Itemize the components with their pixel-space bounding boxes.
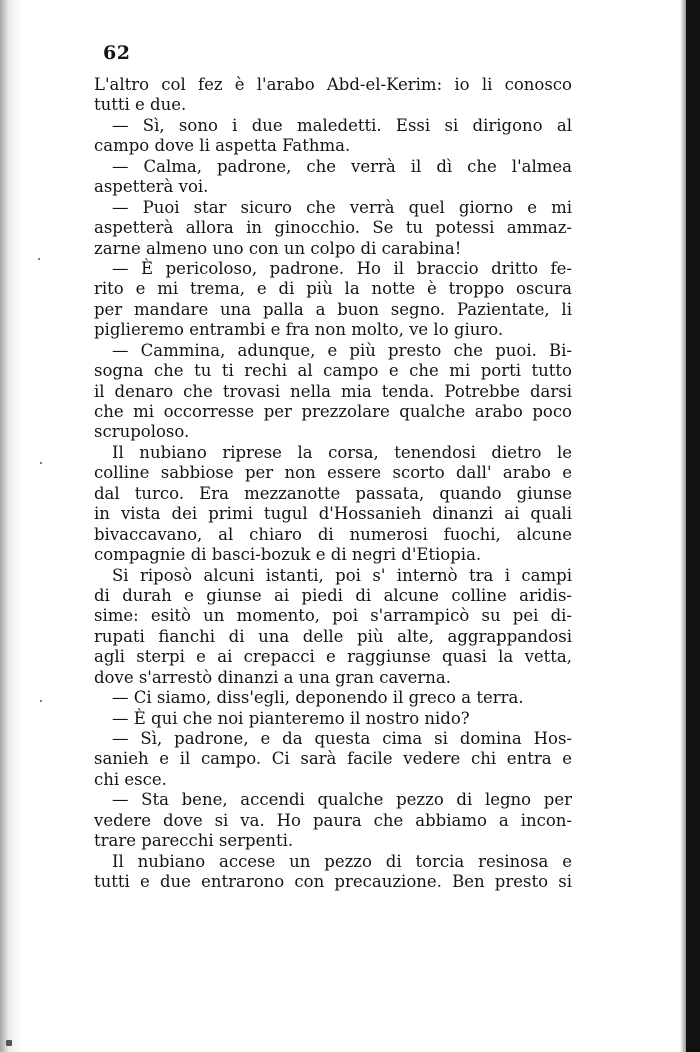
print-speck: [40, 700, 42, 702]
text-line: tutti e due entrarono con precauzione. Ben presto si: [94, 872, 572, 892]
text-line: — È qui che noi pianteremo il nostro nido?: [112, 708, 470, 728]
text-line: — Sta bene, accendi qualche pezzo di legno per: [112, 790, 572, 810]
text-line: — Sì, padrone, e da questa cima si domina Hos-: [112, 729, 572, 748]
text-line: agli sterpi e ai crepacci e raggiunse quasi la vetta,: [94, 647, 572, 667]
page-number: 62: [103, 42, 131, 64]
text-line: per mandare una palla a buon segno. Pazientate, li: [94, 299, 572, 319]
text-line: Il nubiano riprese la corsa, tenendosi dietro le: [112, 442, 572, 462]
text-line: sanieh e il campo. Ci sarà facile vedere chi entra e: [94, 749, 572, 769]
print-speck: [6, 1040, 12, 1046]
page-shadow-left: [0, 0, 22, 1052]
text-line: aspetterà voi.: [94, 177, 209, 197]
text-line: — È pericoloso, padrone. Ho il braccio dritto fe-: [112, 258, 572, 278]
print-speck: [40, 462, 42, 464]
text-line: — Puoi star sicuro che verrà quel giorno e mi: [112, 197, 572, 217]
text-line: scrupoloso.: [94, 422, 190, 442]
body-text: [94, 75, 572, 893]
text-line: — Calma, padrone, che verrà il dì che l'almea: [112, 156, 572, 176]
text-line: compagnie di basci-bozuk e di negri d'Etiopia.: [94, 545, 482, 565]
text-line: campo dove li aspetta Fathma.: [94, 136, 351, 156]
text-line: sime: esitò un momento, poi s'arrampicò su pei di-: [94, 606, 572, 626]
text-line: dal turco. Era mezzanotte passata, quando giunse: [94, 483, 572, 503]
text-line: L'altro col fez è l'arabo Abd-el-Kerim: io li conosco: [94, 75, 572, 94]
text-line: colline sabbiose per non essere scorto dall' arabo e: [94, 463, 572, 483]
text-line: — Sì, sono i due maledetti. Essi si dirigono al: [112, 115, 572, 135]
text-line: in vista dei primi tugul d'Hossanieh dinanzi ai quali: [94, 504, 572, 524]
text-line: che mi occorresse per prezzolare qualche arabo poco: [94, 402, 572, 421]
text-line: trare parecchi serpenti.: [94, 831, 294, 851]
text-line: vedere dove si va. Ho paura che abbiamo a incon-: [94, 810, 572, 830]
text-line: piglieremo entrambi e fra non molto, ve lo giuro.: [94, 320, 504, 340]
text-line: bivaccavano, al chiaro di numerosi fuochi, alcune: [94, 524, 572, 544]
text-line: sogna che tu ti rechi al campo e che mi porti tutto: [94, 361, 572, 381]
text-line: zarne almeno uno con un colpo di carabina!: [94, 238, 462, 258]
text-line: aspetterà allora in ginocchio. Se tu potessi ammaz-: [94, 218, 572, 238]
text-line: chi esce.: [94, 769, 167, 789]
text-line: il denaro che trovasi nella mia tenda. Potrebbe darsi: [94, 381, 572, 401]
text-line: di durah e giunse ai piedi di alcune colline aridis-: [94, 585, 572, 605]
print-speck: [38, 258, 40, 260]
text-line: Si riposò alcuni istanti, poi s' internò tra i campi: [112, 565, 572, 585]
text-line: Il nubiano accese un pezzo di torcia resinosa e: [112, 851, 572, 871]
text-line: rupati fianchi di una delle più alte, aggrappandosi: [94, 626, 572, 646]
text-line: tutti e due.: [94, 95, 187, 115]
text-line: dove s'arrestò dinanzi a una gran caverna.: [94, 667, 451, 687]
text-line: — Ci siamo, diss'egli, deponendo il greco a terra.: [112, 688, 524, 708]
text-line: rito e mi trema, e di più la notte è troppo oscura: [94, 279, 572, 299]
text-line: — Cammina, adunque, e più presto che puoi. Bi-: [112, 340, 572, 360]
page-edge-right: [686, 0, 700, 1052]
